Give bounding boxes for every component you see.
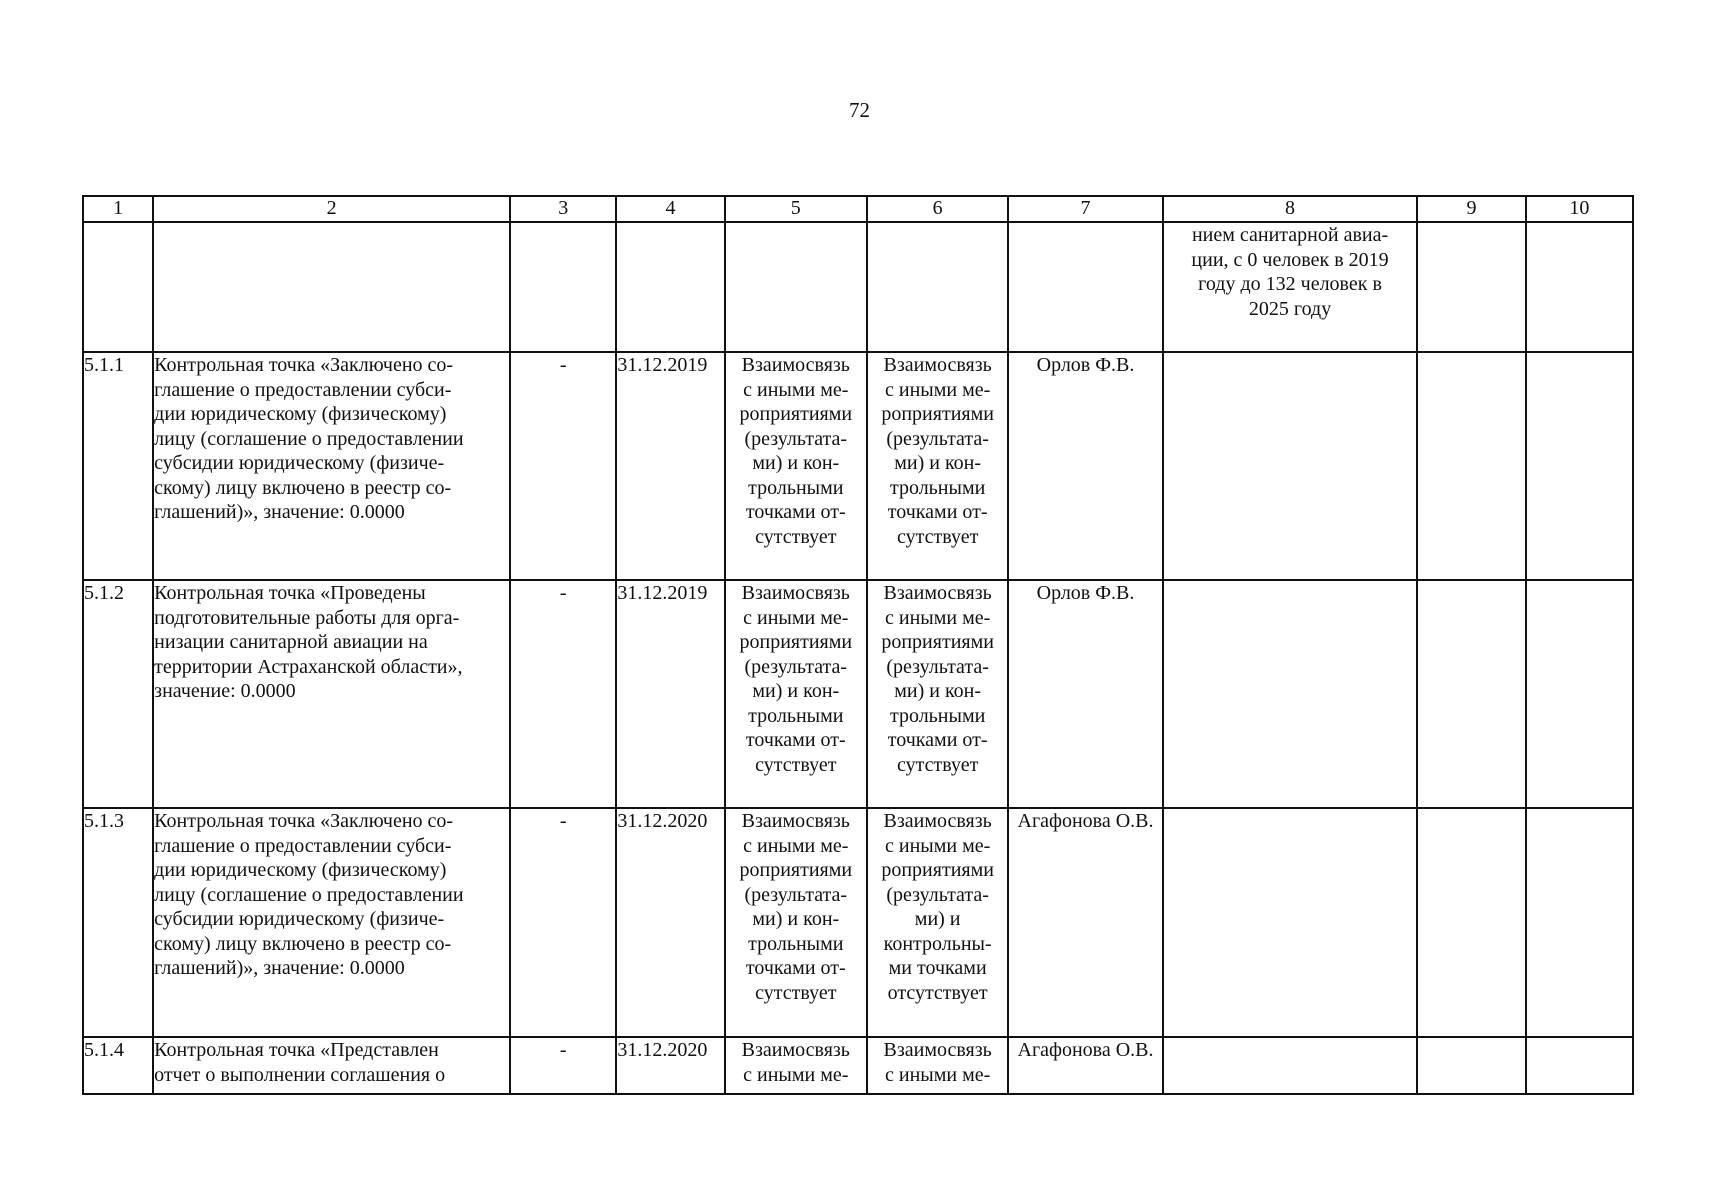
row-col8	[1163, 352, 1418, 580]
row-col3: -	[510, 352, 616, 580]
column-header: 3	[510, 196, 616, 222]
row-col10	[1526, 1037, 1633, 1094]
column-header: 7	[1008, 196, 1162, 222]
row-col8	[1163, 580, 1418, 808]
column-header: 1	[83, 196, 153, 222]
row-col6	[867, 222, 1008, 352]
row-description: Контрольная точка «Заключено со- глашение о предоставлении субси- дии юридическому (физическому) лицу (соглашение о предоставлении субсидии юридическому (физиче- скому) лицу включено в реестр со- глашений)», значение: 0.0000	[153, 352, 510, 580]
row-responsible	[1008, 222, 1162, 352]
row-date: 31.12.2019	[616, 352, 724, 580]
row-col10	[1526, 580, 1633, 808]
row-col5: Взаимосвязь с иными ме-	[725, 1037, 867, 1094]
row-col6: Взаимосвязь с иными ме- роприятиями (результата- ми) и кон- трольными точками от- сутствует	[867, 580, 1008, 808]
row-col9	[1417, 808, 1525, 1037]
column-header: 2	[153, 196, 510, 222]
row-col10	[1526, 808, 1633, 1037]
header-row	[83, 196, 1633, 222]
row-col10	[1526, 352, 1633, 580]
row-col5: Взаимосвязь с иными ме- роприятиями (результата- ми) и кон- трольными точками от- сутствует	[725, 808, 867, 1037]
row-responsible: Агафонова О.В.	[1008, 808, 1162, 1037]
row-number: 5.1.3	[83, 808, 153, 1037]
row-col6: Взаимосвязь с иными ме- роприятиями (результата- ми) и контрольны- ми точками отсутствует	[867, 808, 1008, 1037]
row-col3: -	[510, 580, 616, 808]
row-col8	[1163, 1037, 1418, 1094]
column-header: 4	[616, 196, 724, 222]
row-number	[83, 222, 153, 352]
row-col10	[1526, 222, 1633, 352]
table-row	[83, 580, 1633, 808]
table-row	[83, 1037, 1633, 1094]
row-col5: Взаимосвязь с иными ме- роприятиями (результата- ми) и кон- трольными точками от- сутствует	[725, 352, 867, 580]
row-col5	[725, 222, 867, 352]
row-col8: нием санитарной авиа- ции, с 0 человек в 2019 году до 132 человек в 2025 году	[1163, 222, 1418, 352]
column-header: 9	[1417, 196, 1525, 222]
page-number: 72	[849, 98, 870, 122]
row-date: 31.12.2020	[616, 1037, 724, 1094]
row-responsible: Орлов Ф.В.	[1008, 352, 1162, 580]
row-col6: Взаимосвязь с иными ме-	[867, 1037, 1008, 1094]
column-header: 6	[867, 196, 1008, 222]
row-col3: -	[510, 808, 616, 1037]
row-date	[616, 222, 724, 352]
row-number: 5.1.2	[83, 580, 153, 808]
row-description: Контрольная точка «Заключено со- глашение о предоставлении субси- дии юридическому (физическому) лицу (соглашение о предоставлении субсидии юридическому (физиче- скому) лицу включено в реестр со- глашений)», значение: 0.0000	[153, 808, 510, 1037]
row-number: 5.1.1	[83, 352, 153, 580]
row-col8	[1163, 808, 1418, 1037]
row-description	[153, 222, 510, 352]
row-date: 31.12.2019	[616, 580, 724, 808]
row-col9	[1417, 580, 1525, 808]
row-description: Контрольная точка «Проведены подготовительные работы для орга- низации санитарной авиации на территории Астраханской области», значение: 0.0000	[153, 580, 510, 808]
column-header: 10	[1526, 196, 1633, 222]
row-col9	[1417, 352, 1525, 580]
row-number: 5.1.4	[83, 1037, 153, 1094]
column-header: 8	[1163, 196, 1418, 222]
row-responsible: Орлов Ф.В.	[1008, 580, 1162, 808]
table-row	[83, 222, 1633, 352]
document-table	[82, 195, 1634, 1095]
table-row	[83, 808, 1633, 1037]
row-description: Контрольная точка «Представлен отчет о выполнении соглашения о	[153, 1037, 510, 1094]
row-col5: Взаимосвязь с иными ме- роприятиями (результата- ми) и кон- трольными точками от- сутствует	[725, 580, 867, 808]
table-row	[83, 352, 1633, 580]
row-col6: Взаимосвязь с иными ме- роприятиями (результата- ми) и кон- трольными точками от- сутствует	[867, 352, 1008, 580]
row-date: 31.12.2020	[616, 808, 724, 1037]
row-col3: -	[510, 1037, 616, 1094]
row-col9	[1417, 1037, 1525, 1094]
row-col9	[1417, 222, 1525, 352]
row-responsible: Агафонова О.В.	[1008, 1037, 1162, 1094]
column-header: 5	[725, 196, 867, 222]
row-col3	[510, 222, 616, 352]
